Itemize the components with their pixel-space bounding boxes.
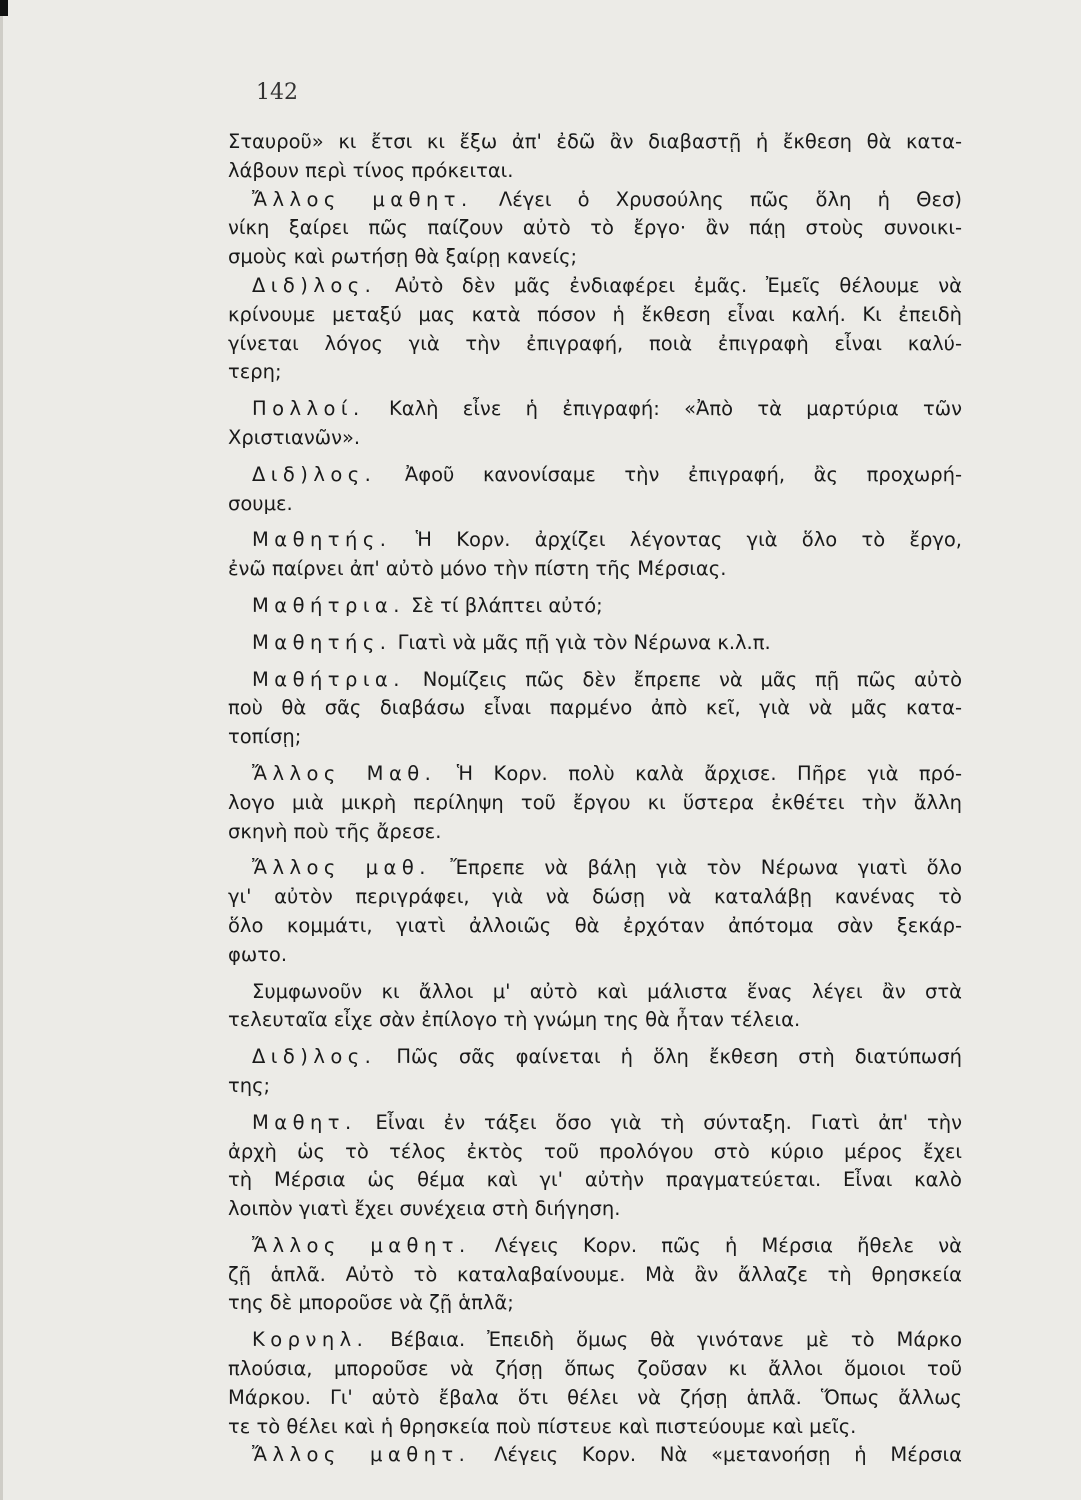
text-line — [228, 666, 962, 695]
corner-mark — [0, 0, 8, 16]
line-text: ἀρχὴ ὡς τὸ τέλος ἐκτὸς τοῦ προλόγου στὸ κύριο μέρος ἔχει — [228, 1139, 962, 1163]
text-line — [228, 301, 962, 330]
text-line — [228, 1232, 962, 1261]
line-text: Μάρκου. Γι' αὐτὸ ἔβαλα ὅτι θέλει νὰ ζήσῃ ἁπλᾶ. Ὅπως ἄλλως — [228, 1385, 962, 1409]
text-line — [228, 789, 962, 818]
line-text: τε τὸ θέλει καὶ ἡ θρησκεία ποὺ πίστευε καὶ πιστεύουμε καὶ μεῖς. — [228, 1414, 857, 1438]
text-line — [228, 1413, 962, 1442]
line-text: λάβουν περὶ τίνος πρόκειται. — [228, 158, 514, 182]
line-text: φωτο. — [228, 942, 288, 966]
line-text: Ἀφοῦ κανονίσαμε τὴν ἐπιγραφή, ἂς προχωρή- — [404, 462, 962, 486]
line-text: κρίνουμε μεταξύ μας κατὰ πόσον ἡ ἔκθεση εἶναι καλή. Κι ἐπειδὴ — [228, 302, 962, 326]
text-line — [228, 157, 962, 186]
text-line — [228, 592, 962, 621]
text-line — [228, 1384, 962, 1413]
text-line — [228, 1261, 962, 1290]
line-text: τὴ Μέρσια ὡς θέμα καὶ γι' αὐτὴν πραγματεύεται. Εἶναι καλὸ — [228, 1168, 962, 1192]
text-line — [228, 1043, 962, 1072]
speaker-label: Πολλοί. — [252, 397, 365, 421]
line-text: λοιπὸν γιατὶ ἔχει συνέχεια στὴ διήγηση. — [228, 1197, 621, 1221]
text-line — [228, 760, 962, 789]
text-line — [228, 723, 962, 752]
speaker-label: Διδ)λος. — [252, 1045, 377, 1069]
text-line — [228, 243, 962, 272]
line-text: Εἶναι ἐν τάξει ὅσο γιὰ τὴ σύνταξη. Γιατὶ ἀπ' τὴν — [375, 1110, 962, 1134]
text-line — [228, 941, 962, 970]
line-text: της; — [228, 1073, 271, 1097]
text-line — [228, 1195, 962, 1224]
speaker-label: Ἄλλος μαθητ. — [252, 1443, 471, 1467]
text-line — [228, 1289, 962, 1318]
text-line — [228, 424, 962, 453]
line-text: σκηνὴ ποὺ τῆς ἄρεσε. — [228, 819, 442, 843]
text-line — [228, 461, 962, 490]
text-line — [228, 854, 962, 883]
page-edge — [0, 0, 3, 1500]
text-line — [228, 358, 962, 387]
line-text: Λέγει ὁ Χρυσούλης πῶς ὅλη ἡ Θεσ) — [498, 187, 962, 211]
line-text: Ἡ Κορν. ἀρχίζει λέγοντας γιὰ ὅλο τὸ ἔργο, — [415, 528, 962, 552]
line-text: ὅλο κομμάτι, γιατὶ ἀλλοιῶς θὰ ἐρχόταν ἀπότομα σὰν ξεκάρ- — [228, 913, 962, 937]
line-text: Σὲ τί βλάπτει αὐτό; — [411, 593, 603, 617]
text-line — [228, 272, 962, 301]
line-text: Πῶς σᾶς φαίνεται ἡ ὅλη ἔκθεση στὴ διατύπωσή — [396, 1045, 962, 1069]
line-text: Γιατὶ νὰ μᾶς πῇ γιὰ τὸν Νέρωνα κ.λ.π. — [397, 630, 771, 654]
line-text: Καλὴ εἶνε ἡ ἐπιγραφή: «Ἀπὸ τὰ μαρτύρια τῶν — [388, 397, 962, 421]
line-text: ζῇ ἁπλᾶ. Αὐτὸ τὸ καταλαβαίνουμε. Μὰ ἂν ἄλλαζε τὴ θρησκεία — [228, 1262, 962, 1286]
text-line — [228, 395, 962, 424]
text-line — [228, 1326, 962, 1355]
page-number: 142 — [256, 80, 298, 105]
line-text: Λέγεις Κορν. πῶς ἡ Μέρσια ἤθελε νὰ — [494, 1233, 962, 1257]
line-text: Χριστιανῶν». — [228, 425, 361, 449]
speaker-label: Ἄλλος μαθ. — [252, 856, 431, 880]
text-line — [228, 1109, 962, 1138]
line-text: τοπίσῃ; — [228, 725, 302, 749]
line-text: Βέβαια. Ἐπειδὴ ὅμως θὰ γινότανε μὲ τὸ Μάρκο — [390, 1328, 962, 1352]
text-line — [228, 883, 962, 912]
speaker-label: Κορνηλ. — [252, 1328, 369, 1352]
speaker-label: Μαθήτρια. — [252, 667, 405, 691]
text-line — [228, 1006, 962, 1035]
speaker-label: Διδ)λος. — [252, 273, 377, 297]
line-text: σμοὺς καὶ ρωτήσῃ θὰ ξαίρῃ κανείς; — [228, 245, 578, 269]
line-text: λογο μιὰ μικρὴ περίληψη τοῦ ἔργου κι ὕστερα ἐκθέτει τὴν ἄλλη — [228, 790, 962, 814]
text-line — [228, 555, 962, 584]
line-text: Συμφωνοῦν κι ἄλλοι μ' αὐτὸ καὶ μάλιστα ἕνας λέγει ἂν στὰ — [252, 979, 962, 1003]
line-text: γίνεται λόγος γιὰ τὴν ἐπιγραφή, ποιὰ ἐπιγραφὴ εἶναι καλύ- — [228, 331, 962, 355]
text-line — [228, 186, 962, 215]
line-text: τελευταῖα εἶχε σὰν ἐπίλογο τὴ γνώμη της θὰ ἦταν τέλεια. — [228, 1008, 801, 1032]
speaker-label: Μαθήτρια. — [252, 593, 405, 617]
dialogue-text — [228, 128, 962, 1470]
line-text: γι' αὐτὸν περιγράφει, γιὰ νὰ δώσῃ νὰ καταλάβῃ κανένας τὸ — [228, 885, 962, 909]
text-line — [228, 694, 962, 723]
text-line — [228, 1441, 962, 1470]
line-text: Αὐτὸ δὲν μᾶς ἐνδιαφέρει ἐμᾶς. Ἐμεῖς θέλουμε νὰ — [394, 273, 962, 297]
text-line — [228, 1166, 962, 1195]
line-text: ποὺ θὰ σᾶς διαβάσω εἶναι παρμένο ἀπὸ κεῖ, γιὰ νὰ μᾶς κατα- — [228, 696, 962, 720]
speaker-label: Ἄλλος μαθητ. — [252, 187, 473, 211]
line-text: Νομίζεις πῶς δὲν ἔπρεπε νὰ μᾶς πῇ πῶς αὐτὸ — [422, 667, 962, 691]
speaker-label: Μαθητής. — [252, 630, 392, 654]
text-line — [228, 330, 962, 359]
line-text: πλούσια, μποροῦσε νὰ ζήσῃ ὅπως ζοῦσαν κι ἄλλοι ὅμοιοι τοῦ — [228, 1357, 962, 1381]
text-line — [228, 1138, 962, 1167]
line-text: σουμε. — [228, 491, 293, 515]
speaker-label: Ἄλλος Μαθ. — [252, 761, 437, 785]
text-line — [228, 526, 962, 555]
line-text: τερη; — [228, 360, 282, 384]
speaker-label: Διδ)λος. — [252, 462, 377, 486]
line-text: Ἔπρεπε νὰ βάλῃ γιὰ τὸν Νέρωνα γιατὶ ὅλο — [450, 856, 962, 880]
text-line — [228, 629, 962, 658]
line-text: ἐνῶ παίρνει ἀπ' αὐτὸ μόνο τὴν πίστη τῆς Μέρσιας. — [228, 557, 727, 581]
text-line — [228, 912, 962, 941]
text-line — [228, 490, 962, 519]
text-line — [228, 978, 962, 1007]
text-line — [228, 1072, 962, 1101]
text-line — [228, 1355, 962, 1384]
line-text: της δὲ μποροῦσε νὰ ζῇ ἁπλᾶ; — [228, 1291, 514, 1315]
speaker-label: Μαθητ. — [252, 1110, 357, 1134]
line-text: Σταυροῦ» κι ἔτσι κι ἔξω ἀπ' ἐδῶ ἂν διαβαστῇ ἡ ἔκθεση θὰ κατα- — [228, 130, 962, 153]
line-text: Λέγεις Κορν. Νὰ «μετανοήσῃ ἡ Μέρσια — [494, 1443, 962, 1467]
speaker-label: Ἄλλος μαθητ. — [252, 1233, 471, 1257]
text-line — [228, 214, 962, 243]
speaker-label: Μαθητής. — [252, 528, 392, 552]
text-line — [228, 818, 962, 847]
line-text: Ἡ Κορν. πολὺ καλὰ ἄρχισε. Πῆρε γιὰ πρό- — [456, 761, 962, 785]
line-text: νίκη ξαίρει πῶς παίζουν αὐτὸ τὸ ἔργο· ἂν πάῃ στοὺς συνοικι- — [228, 216, 962, 240]
text-line — [228, 128, 962, 157]
